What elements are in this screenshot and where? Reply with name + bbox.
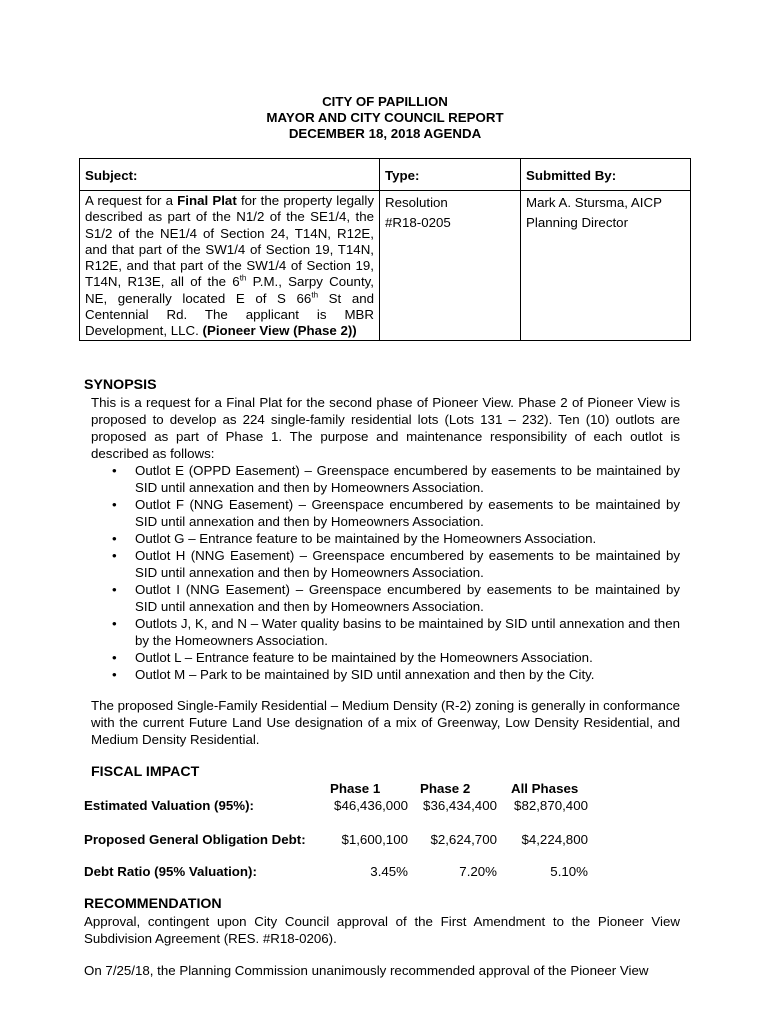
synopsis-intro: This is a request for a Final Plat for the second phase of Pioneer View. Phase 2 of Pioneer View is proposed to develop as 224 single-family residential lots (Lots 131 – 232). Ten (10) outlots are proposed as part of Phase 1. The purpose and maintenance responsibility of each outlot is described as follows: bbox=[91, 395, 680, 461]
all-phases-column-header: All Phases bbox=[511, 781, 579, 796]
report-agenda-date: DECEMBER 18, 2018 AGENDA bbox=[288, 126, 482, 141]
debt-ratio-label: Debt Ratio (95% Valuation): bbox=[84, 864, 257, 879]
synopsis-heading: SYNOPSIS bbox=[84, 377, 157, 393]
debt-phase1: $1,600,100 bbox=[341, 832, 408, 847]
valuation-label: Estimated Valuation (95%): bbox=[84, 798, 254, 813]
list-item: • Outlots J, K, and N – Water quality basins to be maintained by SID until annexation and then by the Homeowners Association. bbox=[112, 615, 680, 649]
subject-table bbox=[79, 158, 691, 341]
list-item: • Outlot G – Entrance feature to be maintained by the Homeowners Association. bbox=[112, 530, 680, 547]
zoning-paragraph: The proposed Single-Family Residential – Medium Density (R-2) zoning is generally in conformance with the current Future Land Use designation of a mix of Greenway, Low Density Residential, and Medium Density Residential. bbox=[91, 698, 680, 747]
list-item: • Outlot I (NNG Easement) – Greenspace encumbered by easements to be maintained by SID until annexation and then by Homeowners Association. bbox=[112, 581, 680, 615]
valuation-phase1: $46,436,000 bbox=[334, 798, 408, 813]
list-item: • Outlot L – Entrance feature to be maintained by the Homeowners Association. bbox=[112, 649, 680, 666]
phase1-column-header: Phase 1 bbox=[330, 781, 381, 796]
submitter-name: Mark A. Stursma, AICP bbox=[526, 195, 662, 210]
valuation-phase2: $36,434,400 bbox=[423, 798, 497, 813]
list-item: • Outlot M – Park to be maintained by SID until annexation and then by the City. bbox=[112, 666, 680, 683]
list-item: • Outlot F (NNG Easement) – Greenspace encumbered by easements to be maintained by SID until annexation and then by Homeowners Association. bbox=[112, 496, 680, 530]
debt-label: Proposed General Obligation Debt: bbox=[84, 832, 306, 847]
submitted-by-header: Submitted By: bbox=[521, 159, 691, 191]
submitted-by-cell bbox=[521, 191, 691, 341]
report-title: MAYOR AND CITY COUNCIL REPORT bbox=[266, 110, 504, 125]
recommendation-text: Approval, contingent upon City Council approval of the First Amendment to the Pioneer View Subdivision Agreement (RES. #R18-0206). bbox=[84, 914, 680, 946]
debt-ratio-all: 5.10% bbox=[550, 864, 588, 879]
resolution-number: #R18-0205 bbox=[385, 215, 451, 230]
type-cell bbox=[380, 191, 521, 341]
debt-phase2: $2,624,700 bbox=[430, 832, 497, 847]
phase2-column-header: Phase 2 bbox=[420, 781, 471, 796]
planning-commission-text: On 7/25/18, the Planning Commission unanimously recommended approval of the Pioneer View bbox=[84, 963, 649, 978]
debt-ratio-phase2: 7.20% bbox=[459, 864, 497, 879]
recommendation-heading: RECOMMENDATION bbox=[84, 896, 222, 912]
debt-all: $4,224,800 bbox=[521, 832, 588, 847]
submitter-title: Planning Director bbox=[526, 215, 628, 230]
valuation-all: $82,870,400 bbox=[514, 798, 588, 813]
type-value: Resolution bbox=[385, 195, 448, 210]
debt-ratio-phase1: 3.45% bbox=[370, 864, 408, 879]
outlet-list bbox=[112, 462, 680, 683]
report-city-title: CITY OF PAPILLION bbox=[322, 94, 448, 109]
type-header: Type: bbox=[380, 159, 521, 191]
subject-cell: A request for a Final Plat for the property legally described as part of the N1/2 of the SE1/4, the S1/2 of the NE1/4 of Section 24, T14N, R12E, and that part of the SW1/4 of Section 19, T14N, R12E, and that part of the SW1/4 of Section 19, T14N, R13E, all of the 6th P.M., Sarpy County, NE, generally located E of S 66th St and Centennial Rd. The applicant is MBR Development, LLC. (Pioneer View (Phase 2)) bbox=[80, 191, 380, 341]
subject-header: Subject: bbox=[80, 159, 380, 191]
list-item: • Outlot H (NNG Easement) – Greenspace encumbered by easements to be maintained by SID until annexation and then by Homeowners Association. bbox=[112, 547, 680, 581]
list-item: • Outlot E (OPPD Easement) – Greenspace encumbered by easements to be maintained by SID until annexation and then by Homeowners Association. bbox=[112, 462, 680, 496]
fiscal-impact-heading: FISCAL IMPACT bbox=[91, 764, 200, 780]
